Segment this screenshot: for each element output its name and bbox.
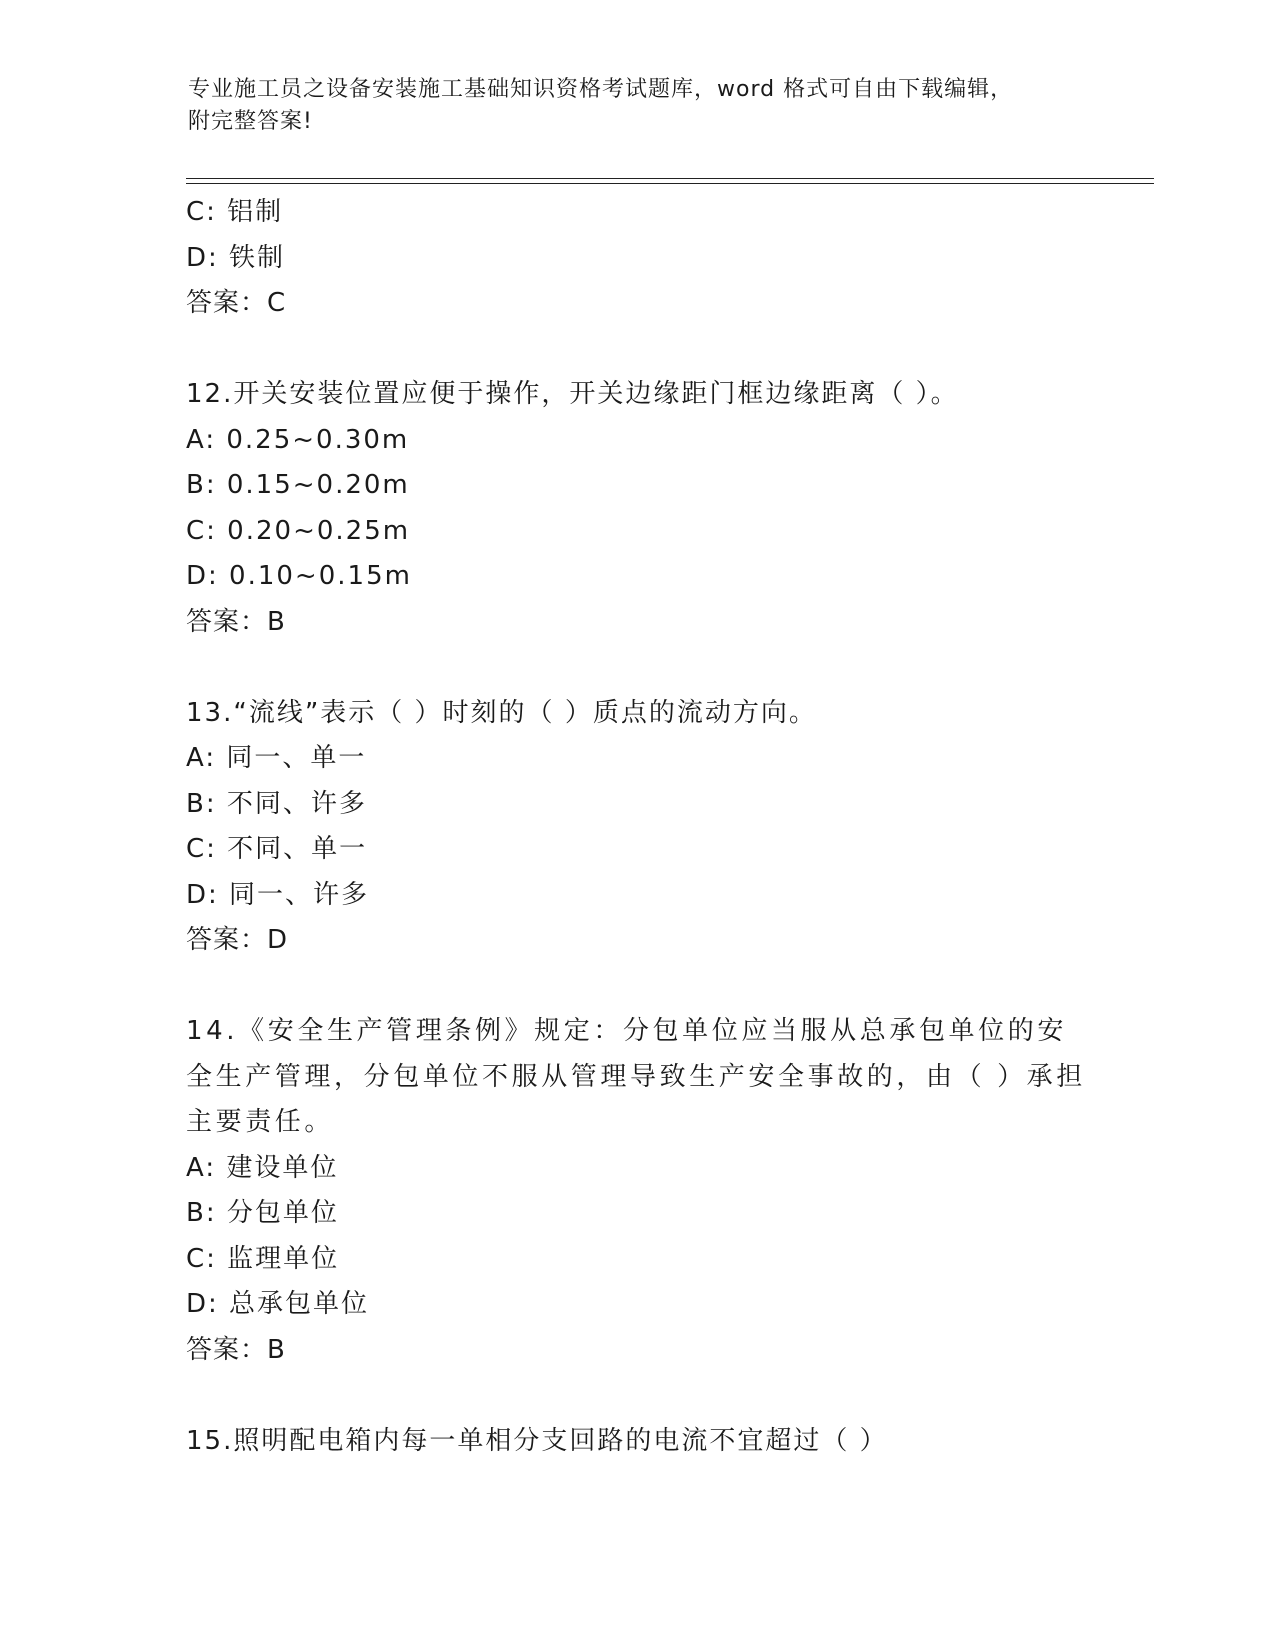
- spacer: [186, 1373, 1086, 1419]
- option-d: D: 总承包单位: [186, 1289, 370, 1319]
- answer: 答案：C: [186, 288, 287, 318]
- document-header: [188, 74, 1088, 138]
- question-14: [186, 1009, 1086, 1373]
- option-a: A: 建设单位: [186, 1152, 339, 1183]
- question-stem: 15.照明配电箱内每一单相分支回路的电流不宜超过（ ）: [186, 1425, 888, 1456]
- answer: 答案：B: [186, 606, 286, 637]
- question-15: [186, 1419, 1086, 1465]
- option-c: C: 监理单位: [186, 1243, 340, 1274]
- spacer: [186, 645, 1086, 691]
- header-divider-bottom: [186, 183, 1154, 184]
- question-11-tail: [186, 190, 1086, 327]
- question-stem: 13.“流线”表示（ ）时刻的（ ）质点的流动方向。: [186, 697, 817, 728]
- question-stem: 14.《安全生产管理条例》规定：分包单位应当服从总承包单位的安全生产管理，分包单位不服从管理导致生产安全事故的，由（ ）承担主要责任。: [186, 1016, 1086, 1137]
- option-a: A: 0.25~0.30m: [186, 424, 410, 455]
- spacer: [186, 327, 1086, 373]
- header-line-1: 专业施工员之设备安装施工基础知识资格考试题库，word 格式可自由下载编辑，: [188, 77, 1014, 102]
- answer: 答案：D: [186, 925, 289, 955]
- option-a: A: 同一、单一: [186, 743, 367, 773]
- option-d: D: 铁制: [186, 242, 286, 273]
- option-b: B: 分包单位: [186, 1198, 339, 1228]
- option-b: B: 不同、许多: [186, 788, 367, 819]
- question-stem: 12.开关安装位置应便于操作，开关边缘距门框边缘距离（ ）。: [186, 379, 959, 409]
- header-divider-top: [186, 178, 1154, 179]
- question-list: [186, 190, 1086, 1464]
- option-c: C: 不同、单一: [186, 834, 368, 864]
- question-12: [186, 372, 1086, 645]
- option-d: D: 0.10~0.15m: [186, 561, 412, 591]
- option-d: D: 同一、许多: [186, 879, 370, 910]
- answer: 答案：B: [186, 1334, 286, 1365]
- option-b: B: 0.15~0.20m: [186, 470, 410, 500]
- option-c: C: 铝制: [186, 197, 284, 227]
- question-13: [186, 691, 1086, 964]
- header-line-2: 附完整答案!: [188, 109, 313, 134]
- option-c: C: 0.20~0.25m: [186, 515, 411, 546]
- spacer: [186, 964, 1086, 1010]
